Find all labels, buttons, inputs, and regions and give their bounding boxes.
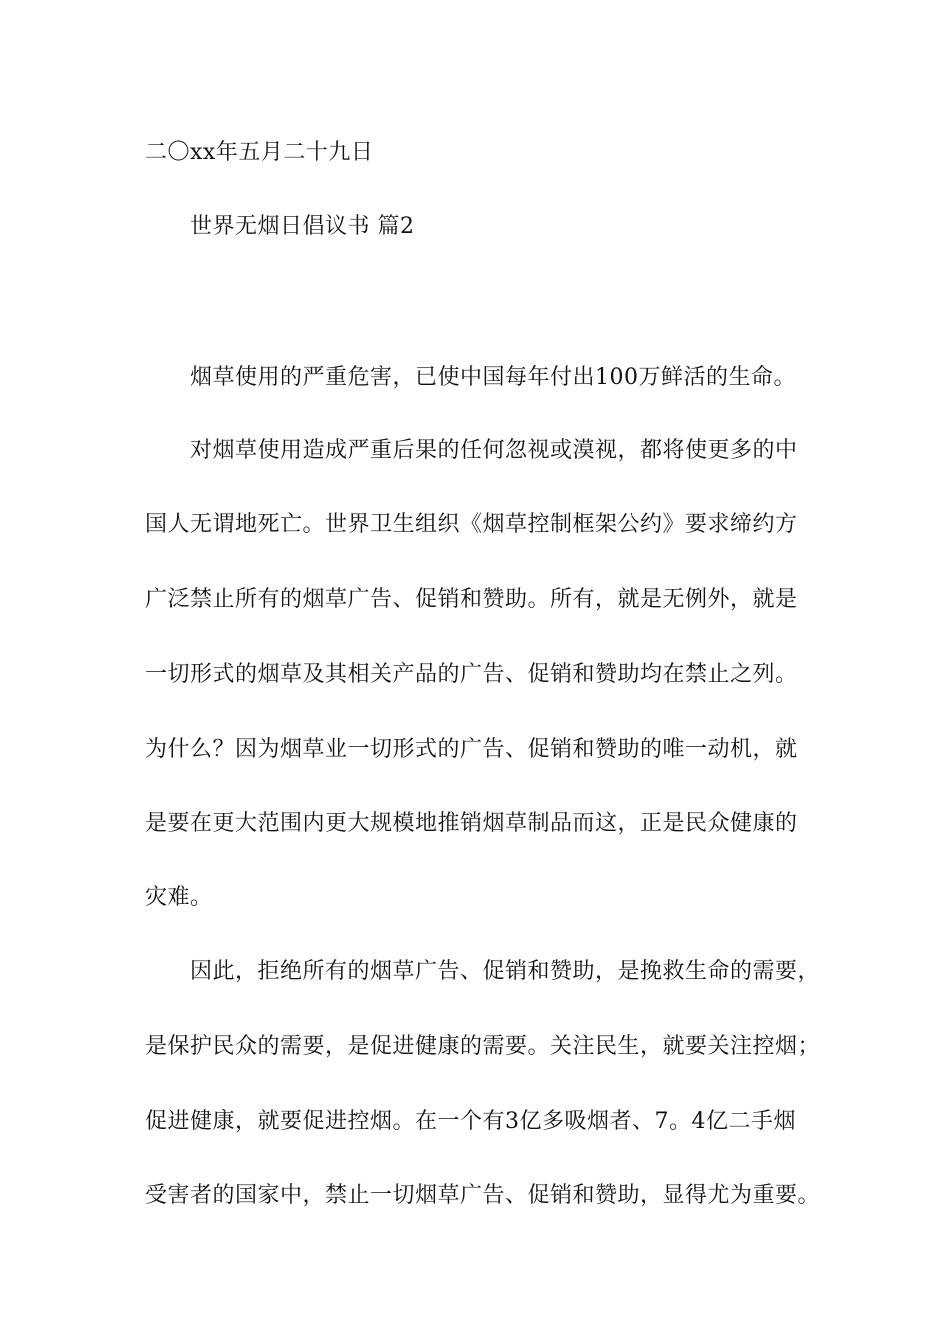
section-heading: 世界无烟日倡议书 篇2 [190,214,415,239]
paragraph-line: 是保护民众的需要，是促进健康的需要。关注民生，就要关注控烟； [145,1034,821,1059]
paragraph-line: 受害者的国家中，禁止一切烟草广告、促销和赞助，显得尤为重要。 [145,1183,821,1208]
date-line: 二〇xx年五月二十九日 [145,140,374,165]
paragraph-line: 对烟草使用造成严重后果的任何忽视或漠视，都将使更多的中 [190,438,798,463]
paragraph-line: 烟草使用的严重危害，已使中国每年付出100万鲜活的生命。 [190,365,796,390]
paragraph-line: 国人无谓地死亡。世界卫生组织《烟草控制框架公约》要求缔约方 [145,512,798,537]
paragraph-line: 因此，拒绝所有的烟草广告、促销和赞助，是挽救生命的需要， [190,959,821,984]
paragraph-line: 是要在更大范围内更大规模地推销烟草制品而这，正是民众健康的 [145,811,798,836]
paragraph-line: 促进健康，就要促进控烟。在一个有3亿多吸烟者、7。4亿二手烟 [145,1109,796,1134]
paragraph-line: 一切形式的烟草及其相关产品的广告、促销和赞助均在禁止之列。 [145,662,798,687]
paragraph-line: 为什么？因为烟草业一切形式的广告、促销和赞助的唯一动机，就 [145,737,798,762]
paragraph-line: 灾难。 [145,885,213,910]
paragraph-line: 广泛禁止所有的烟草广告、促销和赞助。所有，就是无例外，就是 [145,587,798,612]
